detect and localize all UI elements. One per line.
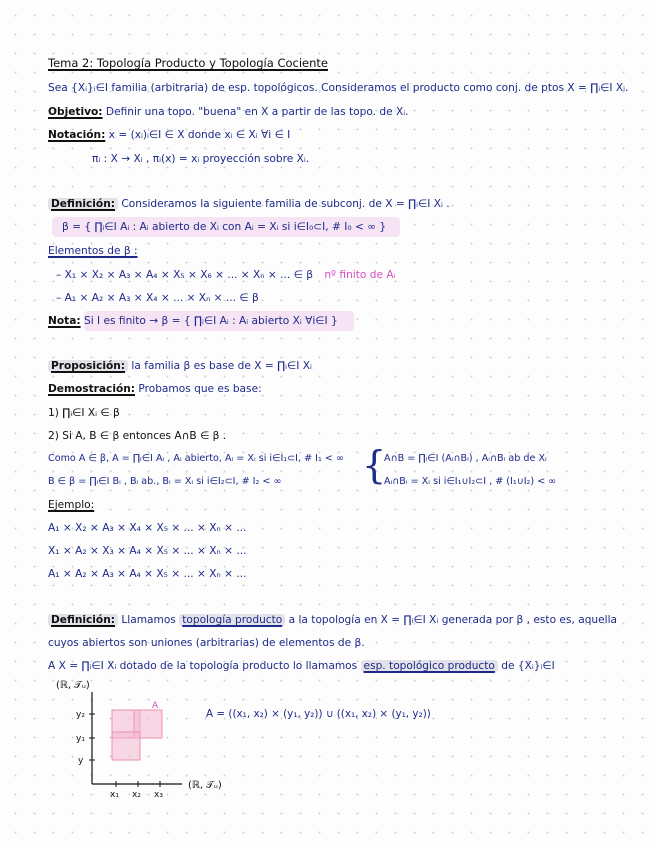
x-axis-label: (ℝ, 𝒯ᵤ) [188, 780, 222, 791]
como-line-1: Como A ∈ β, A = ∏ᵢ∈I Aᵢ , Aᵢ abierto, Aᵢ = Xᵢ si i∈I₁⊂I, # I₁ < ∞ [48, 453, 344, 464]
def2-line-3 [48, 659, 555, 673]
def2-label: Definición: [48, 614, 118, 626]
def2-line3-a: A X = ∏ᵢ∈I Xᵢ dotado de la topología producto lo llamamos [48, 660, 358, 672]
ejemplo-3: A₁ × A₂ × A₃ × A₄ × X₅ × ... × Xₙ × ... [48, 568, 247, 580]
set-label: A [152, 701, 159, 711]
objetivo-text: Definir una topo. "buena" en X a partir de las topo. de Xᵢ. [105, 106, 409, 118]
y-axis-label: (ℝ, 𝒯ᵤ) [56, 680, 90, 691]
nota-line [48, 314, 338, 328]
step-2: 2) Si A, B ∈ β entonces A∩B ∈ β . [48, 430, 227, 442]
def1-line [48, 197, 450, 211]
ejemplo-2: X₁ × A₂ × X₃ × A₄ × X₅ × ... × Xₙ × ... [48, 545, 247, 557]
example-line-1 [56, 268, 396, 282]
def2-term2: esp. topológico producto [361, 660, 498, 672]
def1-label: Definición: [48, 198, 118, 210]
dem-line [48, 382, 262, 396]
prop-label: Proposición: [48, 360, 128, 372]
def2-line3-b: de {Xᵢ}ᵢ∈I [501, 660, 555, 672]
example-1-note: nº finito de Aᵢ [324, 269, 396, 281]
ejemplo-heading: Ejemplo: [48, 499, 95, 511]
objetivo-label: Objetivo: [48, 106, 103, 118]
y-tick-label-1: y₂ [76, 710, 85, 720]
notacion-line [48, 128, 290, 142]
example-line-2: – A₁ × A₂ × A₃ × X₄ × ... × Xₙ × ... ∈ β [56, 292, 259, 304]
notacion-text: x = (xᵢ)ᵢ∈I ∈ X donde xᵢ ∈ Xᵢ ∀i ∈ I [108, 129, 291, 141]
right-line-1: A∩B = ∏ᵢ∈I (Aᵢ∩Bᵢ) , Aᵢ∩Bᵢ ab de Xᵢ [384, 453, 547, 464]
page-title: Tema 2: Topología Producto y Topología Cociente [48, 56, 328, 70]
def2-text-a: Llamamos [121, 614, 176, 626]
open-square-3 [112, 732, 140, 760]
def2-line-2: cuyos abiertos son uniones (arbitrarias) de elementos de β. [48, 637, 365, 649]
notacion-label: Notación: [48, 129, 106, 141]
dem-label: Demostración: [48, 383, 136, 395]
x-tick-label-1: x₁ [110, 790, 119, 800]
elementos-heading: Elementos de β : [48, 245, 138, 257]
def2-term: topología producto [179, 614, 285, 626]
y-tick-label-3: y [78, 756, 84, 766]
product-topology-figure [40, 676, 240, 800]
dem-text: Probamos que es base: [138, 383, 262, 395]
prop-text: la familia β es base de X = ∏ᵢ∈I Xᵢ [131, 360, 312, 372]
prop-line [48, 359, 312, 373]
objetivo-line [48, 105, 409, 119]
beta-formula: β = { ∏ᵢ∈I Aᵢ : Aᵢ abierto de Xᵢ con Aᵢ = Xᵢ si i∈I₀⊂I, # I₀ < ∞ } [62, 221, 387, 233]
nota-label: Nota: [48, 315, 81, 327]
def1-text: Consideramos la siguiente familia de subconj. de X = ∏ᵢ∈I Xᵢ . [121, 198, 450, 210]
def2-line-1 [48, 613, 617, 627]
x-tick-label-2: x₂ [132, 790, 141, 800]
curly-brace: { [362, 443, 387, 487]
como-line-2: B ∈ β = ∏ᵢ∈I Bᵢ , Bᵢ ab., Bᵢ = Xᵢ si i∈I₂⊂I, # I₂ < ∞ [48, 476, 282, 487]
example-1-text: – X₁ × X₂ × A₃ × A₄ × X₅ × X₆ × ... × Xₙ × ... ∈ β [56, 269, 313, 281]
step-1: 1) ∏ᵢ∈I Xᵢ ∈ β [48, 407, 120, 419]
x-tick-label-3: x₃ [154, 790, 163, 800]
ejemplo-1: A₁ × X₂ × A₃ × X₄ × X₅ × ... × Xₙ × ... [48, 522, 247, 534]
nota-text: Si I es finito → β = { ∏ᵢ∈I Aᵢ : Aᵢ abierto Xᵢ ∀i∈I } [83, 315, 338, 327]
y-tick-label-2: y₁ [76, 734, 85, 744]
intro-line: Sea {Xᵢ}ᵢ∈I familia (arbitraria) de esp. topológicos. Consideramos el producto como conj. de ptos X = ∏ᵢ∈I Xᵢ. [48, 82, 629, 94]
def2-text-b: a la topología en X = ∏ᵢ∈I Xᵢ generada por β , esto es, aquella [288, 614, 618, 626]
figure-formula: A = ((x₁, x₂) × (y₁, y₂)) ∪ ((x₁, x₂) × (y₁, y₂)) [206, 708, 431, 720]
projection-line: πᵢ : X → Xᵢ , πᵢ(x) = xᵢ proyección sobre Xᵢ. [92, 153, 310, 165]
right-line-2: Aᵢ∩Bᵢ = Xᵢ si i∈I₁∪I₂⊂I , # (I₁∪I₂) < ∞ [384, 476, 557, 487]
